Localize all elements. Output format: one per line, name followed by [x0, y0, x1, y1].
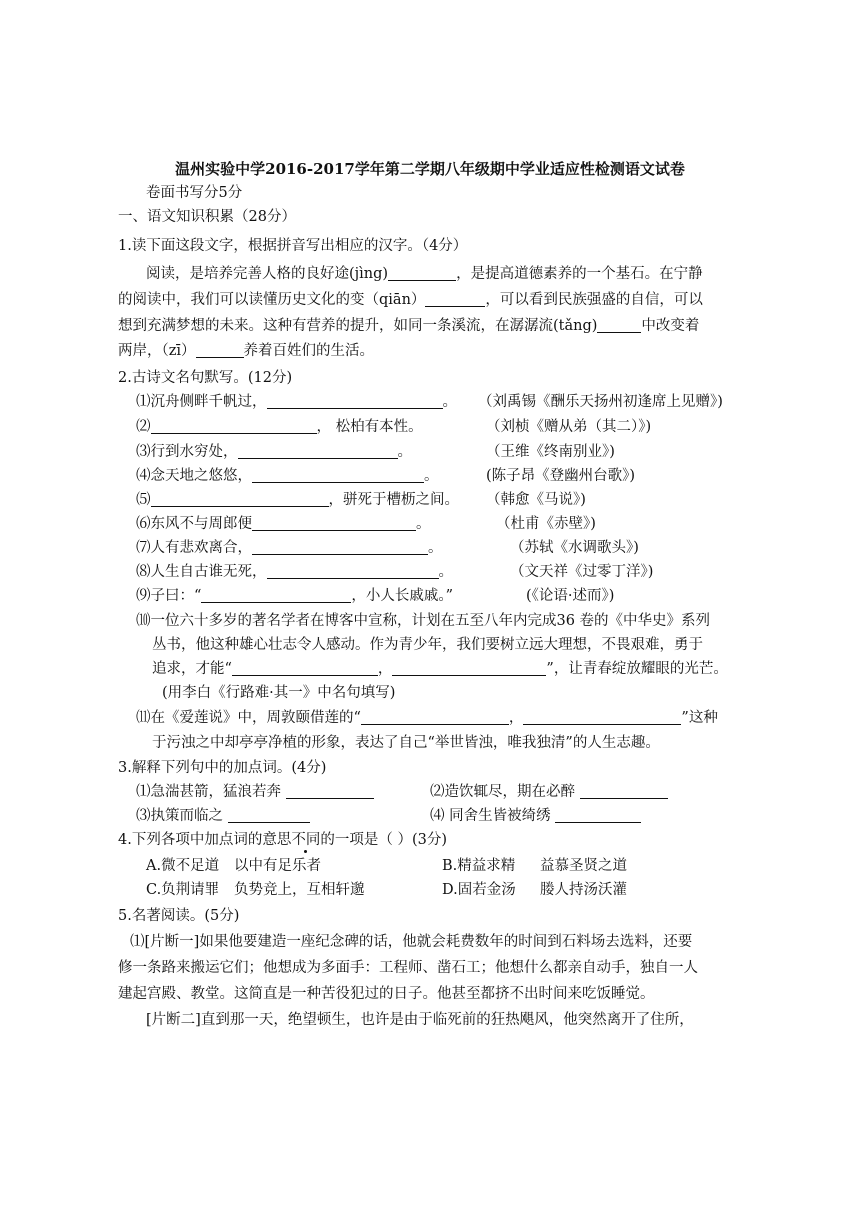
option-d-sentence: 媵人持汤沃灌	[540, 882, 627, 898]
question-4-heading: 4.下列各项中加点词的意思不同的一项是（ ）(3分)	[118, 832, 447, 848]
q1-line-1: 阅读，是培养完善人格的良好途(jìng) ，是提高道德素养的一个基石。在宁静	[146, 266, 703, 282]
q3-item-3: ⑶执策而临之	[136, 806, 310, 826]
poem-source: （杜甫《赤壁》)	[496, 516, 596, 532]
q2-item10-line1: ⑽一位六十多岁的著名学者在博客中宣称，计划在五至八年内完成36 卷的《中华史》系列	[136, 613, 711, 629]
answer-blank[interactable]	[201, 586, 351, 603]
fragment-1-line-1: ⑴[片断一]如果他要建造一座纪念碑的话，他就会耗费数年的时间到石料场去选料，还要	[130, 934, 693, 950]
section-heading: 一、语文知识积累（28分）	[118, 209, 296, 225]
q3-item-2: ⑵造饮辄尽，期在必醉	[430, 782, 668, 802]
answer-blank[interactable]	[523, 708, 681, 725]
poem-source: （文天祥《过零丁洋》)	[510, 564, 654, 580]
answer-blank[interactable]	[252, 466, 424, 483]
answer-blank[interactable]	[425, 290, 485, 307]
answer-blank[interactable]	[228, 806, 310, 823]
q1-line-2: 的阅读中，我们可以读懂历史文化的变（qiān） ，可以看到民族强盛的自信，可以	[118, 292, 703, 308]
option-b-word[interactable]: B.精益求精	[442, 858, 516, 874]
poem-item: ⑺人有悲欢离合， 。	[136, 540, 443, 556]
answer-blank[interactable]	[267, 392, 443, 409]
q1-line-4: 两岸，（zī） 养着百姓们的生活。	[118, 343, 375, 359]
poem-source: （刘禹锡《酬乐天扬州初逢席上见赠》)	[478, 394, 723, 410]
fragment-2-line-1: [片断二]直到那一天，绝望顿生，也许是由于临死前的狂热飓风，他突然离开了住所，	[146, 1012, 694, 1028]
option-a-sentence: 以中有足乐者	[234, 858, 321, 874]
option-c-sentence: 负势竞上，互相轩邈	[234, 882, 365, 898]
option-c-word[interactable]: C.负荆请罪	[146, 882, 220, 898]
answer-blank[interactable]	[555, 806, 641, 823]
poem-source: (陈子昂《登幽州台歌》)	[486, 468, 636, 484]
answer-blank[interactable]	[286, 782, 374, 799]
poem-item: ⑶行到水穷处， 。	[136, 444, 412, 460]
answer-blank[interactable]	[580, 782, 668, 799]
q2-item10-line2: 丛书，他这种雄心壮志令人感动。作为青少年，我们要树立远大理想，不畏艰难，勇于	[152, 637, 703, 653]
question-2-heading: 2.古诗文名句默写。(12分)	[118, 370, 293, 386]
answer-blank[interactable]	[252, 514, 416, 531]
q2-item11-line1: ⑾在《爱莲说》中，周敦颐借莲的“ ， ”这种	[136, 710, 718, 726]
poem-source: （刘桢《赠从弟（其二）》)	[486, 419, 652, 435]
q1-line-3: 想到充满梦想的未来。这种有营养的提升，如同一条溪流，在潺潺流(tǎng) 中改变着	[118, 318, 700, 334]
handwriting-note: 卷面书写分5分	[146, 185, 243, 201]
q3-item-4: ⑷ 同舍生皆被绮绣	[430, 806, 641, 826]
page-title: 温州实验中学2016-2017学年第二学期八年级期中学业适应性检测语文试卷	[175, 160, 685, 178]
option-d-word[interactable]: D.固若金汤	[442, 882, 516, 898]
answer-blank[interactable]	[361, 708, 509, 725]
poem-item: ⑴沉舟侧畔千帆过， 。	[136, 394, 457, 410]
poem-source: （韩愈《马说》)	[486, 492, 586, 508]
answer-blank[interactable]	[151, 417, 317, 434]
answer-blank[interactable]	[238, 442, 398, 459]
answer-blank[interactable]	[196, 341, 244, 358]
poem-source: （王维《终南别业》)	[486, 444, 615, 460]
fragment-1-line-3: 建起宫殿、教堂。这简直是一种苦役犯过的日子。他甚至都挤不出时间来吃饭睡觉。	[118, 986, 655, 1002]
poem-source: （苏轼《水调歌头》)	[510, 540, 639, 556]
emphasized-word: 不同	[291, 832, 321, 848]
fragment-1-line-2: 修一条路来搬运它们；他想成为多面手：工程师、凿石工；他想什么都亲自动手，独自一人	[118, 960, 698, 976]
answer-blank[interactable]	[252, 538, 428, 555]
poem-item: ⑹东风不与周郎便 。	[136, 516, 431, 532]
q2-item11-line2: 于污浊之中却亭亭净植的形象，表达了自己“举世皆浊，唯我独清”的人生志趣。	[152, 735, 660, 751]
question-1-heading: 1.读下面这段文字，根据拼音写出相应的汉字。（4分）	[118, 238, 468, 254]
option-b-sentence: 益慕圣贤之道	[540, 858, 627, 874]
question-3-heading: 3.解释下列句中的加点词。(4分)	[118, 760, 327, 776]
poem-item: ⑸ ，骈死于槽枥之间。	[136, 492, 459, 508]
poem-item: ⑵ ， 松柏有本性。	[136, 419, 423, 435]
q2-item10-hint: (用李白《行路难·其一》中名句填写)	[162, 685, 396, 701]
answer-blank[interactable]	[388, 264, 456, 281]
answer-blank[interactable]	[232, 659, 378, 676]
poem-item: ⑼子曰：“ ，小人长戚戚。”	[136, 588, 454, 604]
answer-blank[interactable]	[392, 659, 546, 676]
answer-blank[interactable]	[267, 562, 439, 579]
answer-blank[interactable]	[597, 316, 641, 333]
poem-item: ⑷念天地之悠悠， 。	[136, 468, 439, 484]
answer-blank[interactable]	[151, 490, 329, 507]
question-5-heading: 5.名著阅读。(5分)	[118, 908, 240, 924]
q2-item10-line3: 追求，才能“ ， ”，让青春绽放耀眼的光芒。	[152, 661, 728, 677]
poem-source: (《论语·述而》)	[526, 588, 615, 604]
poem-item: ⑻人生自古谁无死， 。	[136, 564, 453, 580]
q3-item-1: ⑴急湍甚箭，猛浪若奔	[136, 782, 374, 802]
option-a-word[interactable]: A.微不足道	[146, 858, 220, 874]
